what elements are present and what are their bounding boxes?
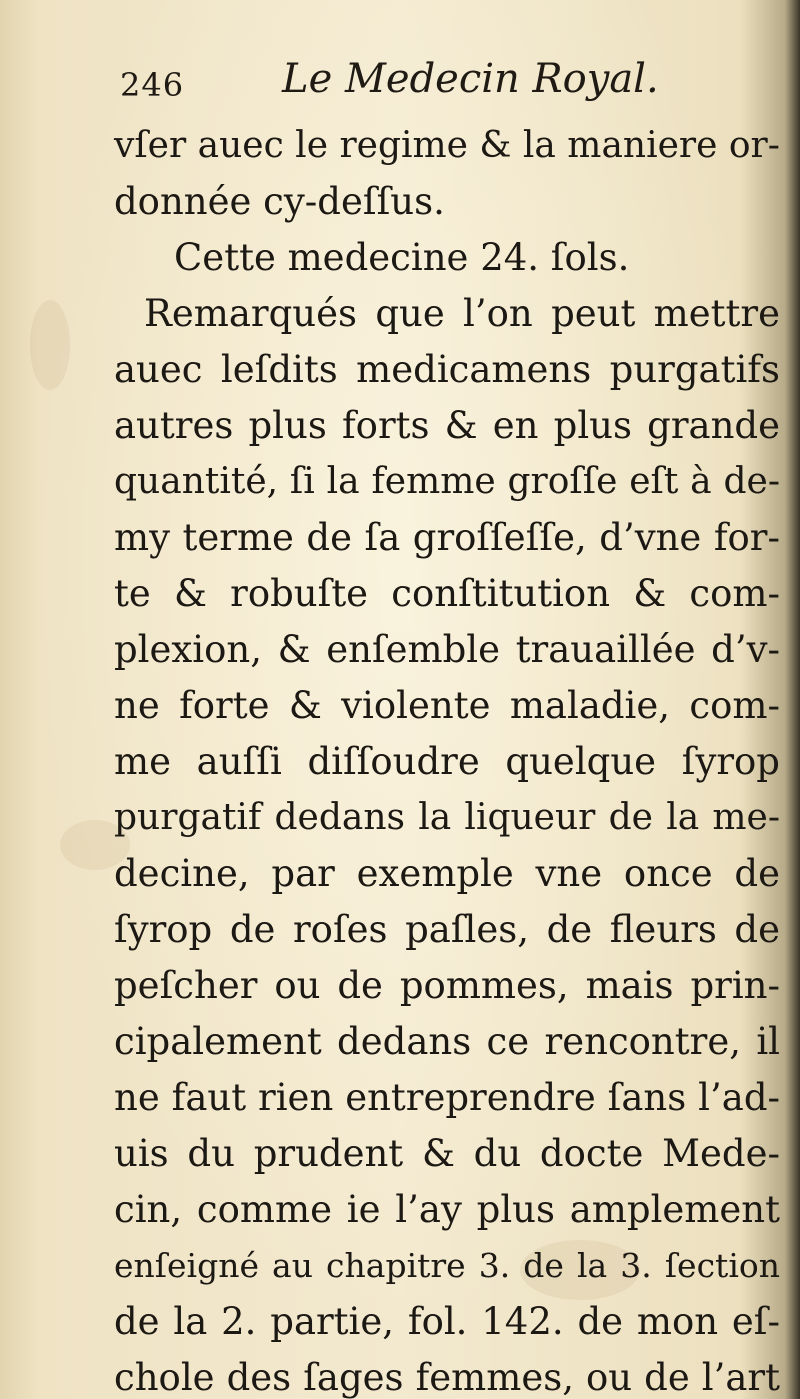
text-line: te & robuſte conſtitution & com- — [114, 572, 780, 615]
text-line: vſer auec le regime & la maniere or- — [114, 125, 780, 166]
running-title: Le Medecin Royal. — [282, 56, 659, 102]
text-line: quantité, ſi la femme groſſe eſt à de- — [114, 461, 780, 502]
text-line: autres plus forts & en plus grande — [114, 404, 780, 447]
text-line: cin, comme ie l’ay plus amplement — [114, 1188, 780, 1231]
text-line: chole des ſages femmes, ou de l’art — [114, 1356, 780, 1399]
page-header — [120, 52, 720, 112]
text-line: de la 2. partie, fol. 142. de mon eſ- — [114, 1300, 780, 1343]
text-line: ne forte & violente maladie, com- — [114, 684, 780, 727]
page-number: 246 — [120, 66, 185, 104]
text-line: Remarqués que l’on peut mettre — [144, 292, 780, 335]
text-line: my terme de ſa groſſeſſe, d’vne for- — [114, 516, 780, 559]
text-line: ſyrop de roſes paſles, de fleurs de — [114, 908, 780, 951]
text-line: plexion, & enſemble trauaillée d’v- — [114, 628, 780, 671]
text-line: cipalement dedans ce rencontre, il — [114, 1020, 780, 1063]
text-line: peſcher ou de pommes, mais prin- — [114, 964, 780, 1007]
text-line: uis du prudent & du docte Mede- — [114, 1132, 780, 1175]
body-text — [114, 118, 780, 1399]
text-line: decine, par exemple vne once de — [114, 852, 780, 895]
text-line: purgatif dedans la liqueur de la me- — [114, 797, 780, 838]
text-line: enſeigné au chapitre 3. de la 3. ſection — [114, 1246, 780, 1285]
paper-stain — [30, 300, 70, 390]
text-line: donnée cy-deſſus. — [114, 180, 445, 223]
text-line: ne faut rien entreprendre ſans l’ad- — [114, 1076, 780, 1119]
text-line: me auſſi diſſoudre quelque ſyrop — [114, 740, 780, 783]
text-line: Cette medecine 24. ſols. — [174, 236, 630, 279]
text-line: auec leſdits medicamens purgatifs — [114, 348, 780, 391]
